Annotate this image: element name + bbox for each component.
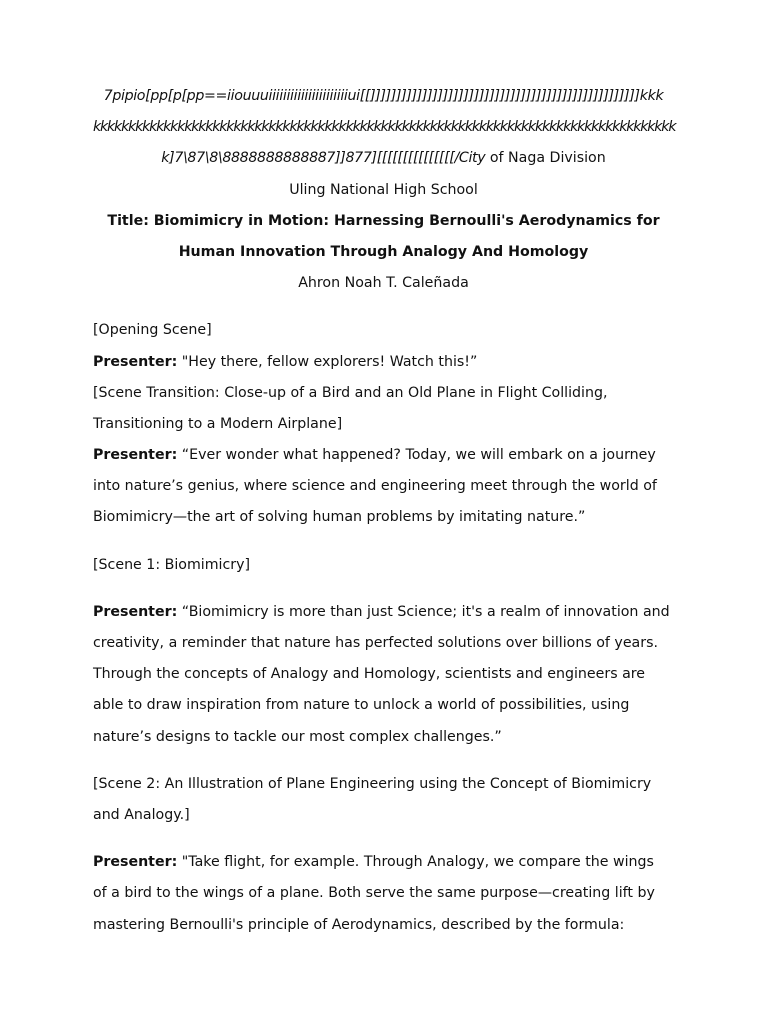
header-division-text: of Naga Division (485, 150, 606, 167)
author-name: Ahron Noah T. Caleñada (298, 275, 469, 292)
presenter-line-3 (93, 601, 674, 632)
spacer (93, 835, 674, 851)
header-division-line (93, 147, 674, 178)
spacer (93, 585, 674, 601)
dialogue-continuation: mastering Bernoulli's principle of Aerodynamics, described by the formula: (93, 916, 625, 933)
spacer (93, 757, 674, 773)
dialogue-continuation: of a bird to the wings of a plane. Both serve the same purpose—creating lift by (93, 885, 655, 902)
header-garbage-line-2: kkkkkkkkkkkkkkkkkkkkkkkkkkkkkkkkkkkkkkkkkkkkkkkkkkkkkkkkkkkkkkkkkkkkkkkkkkkkkkkkkkk (93, 119, 676, 136)
scene-2-heading-line-2: and Analogy.] (93, 806, 190, 823)
transition-line-2: Transitioning to a Modern Airplane] (93, 415, 343, 432)
speaker-label: Presenter: (93, 854, 178, 871)
scene-1-heading: [Scene 1: Biomimicry] (93, 556, 251, 573)
presenter-line-4 (93, 851, 674, 882)
title-line-1: Title: Biomimicry in Motion: Harnessing Bernoulli's Aerodynamics for (107, 212, 660, 229)
speaker-label: Presenter: (93, 447, 178, 464)
header-garbage-line-3: k]7\87\8\8888888888887]]877][[[[[[[[[[[[[[[/City (161, 150, 486, 167)
dialogue-continuation: into nature’s genius, where science and engineering meet through the world of (93, 478, 657, 495)
dialogue-continuation: Through the concepts of Analogy and Homology, scientists and engineers are (93, 666, 646, 683)
school-name: Uling National High School (289, 181, 478, 198)
presenter-line-1 (93, 351, 674, 382)
presenter-line-2 (93, 444, 674, 475)
dialogue-continuation: Biomimicry—the art of solving human problems by imitating nature.” (93, 509, 586, 526)
scene-2-heading-line-1: [Scene 2: An Illustration of Plane Engineering using the Concept of Biomimicry (93, 775, 652, 792)
document-page (93, 85, 674, 945)
dialogue-continuation: creativity, a reminder that nature has perfected solutions over billions of years. (93, 635, 658, 651)
speaker-label: Presenter: (93, 603, 178, 620)
dialogue-text: “Biomimicry is more than just Science; it's a realm of innovation and (177, 603, 670, 620)
title-line-2: Human Innovation Through Analogy And Homology (178, 243, 589, 260)
spacer (93, 303, 674, 319)
opening-scene-heading: [Opening Scene] (93, 322, 212, 339)
dialogue-text: "Take flight, for example. Through Analogy, we compare the wings (177, 854, 654, 871)
dialogue-text: “Ever wonder what happened? Today, we will embark on a journey (177, 447, 656, 464)
speaker-label: Presenter: (93, 353, 178, 370)
spacer (93, 538, 674, 554)
transition-line-1: [Scene Transition: Close-up of a Bird and an Old Plane in Flight Colliding, (93, 384, 608, 401)
dialogue-continuation: able to draw inspiration from nature to unlock a world of possibilities, using (93, 697, 630, 714)
dialogue-text: "Hey there, fellow explorers! Watch this!” (177, 353, 478, 370)
dialogue-continuation: nature’s designs to tackle our most complex challenges.” (93, 728, 502, 745)
header-garbage-line-1: 7pipio[pp[p[pp==iiouuuiiiiiiiiiiiiiiiiiiiiiiui[[]]]]]]]]]]]]]]]]]]]]]]]]]]]]]]]]]]]]]]]]]]]]]]]]]]]]kkk (103, 88, 664, 104)
